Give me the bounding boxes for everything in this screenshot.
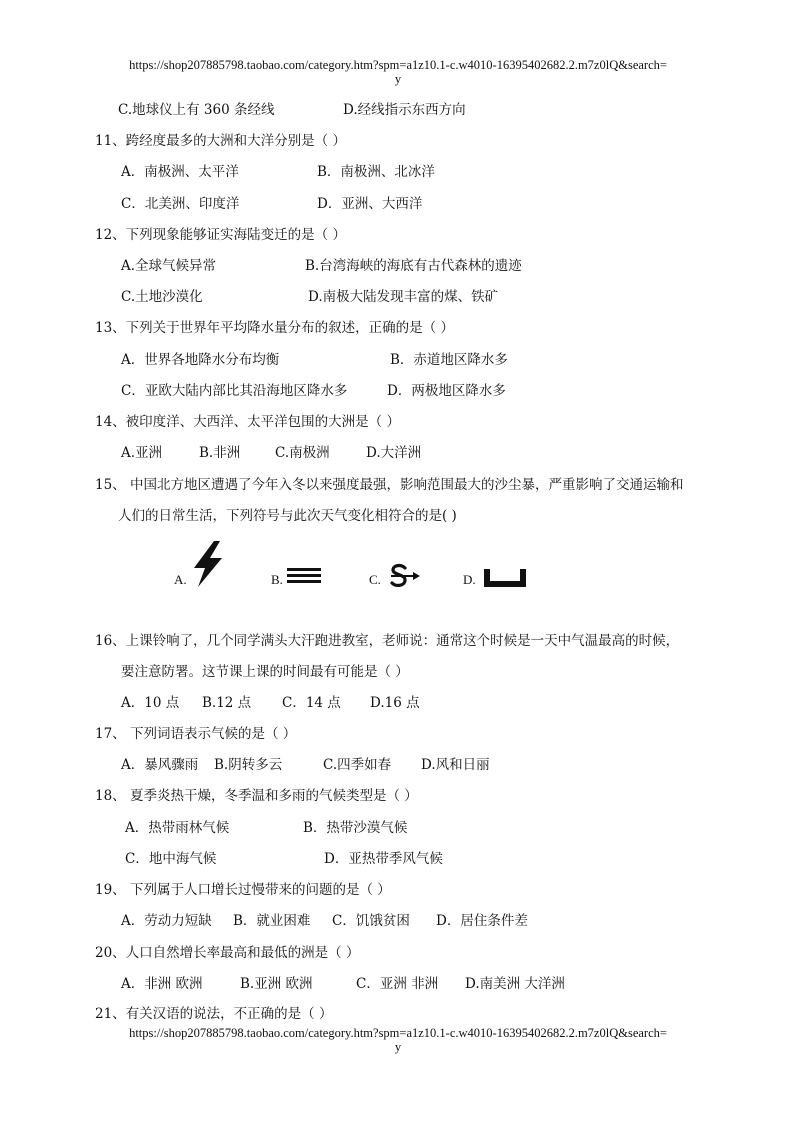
q17-option-c: C.四季如春	[323, 757, 392, 773]
q20-stem: 20、人口自然增长率最高和最低的洲是（ ）	[95, 945, 360, 961]
q20-option-a: A．非洲 欧洲	[121, 976, 203, 992]
q16-option-c: C．14 点	[282, 695, 341, 711]
q15-stem-line1: 15、 中国北方地区遭遇了今年入冬以来强度最强，影响范围最大的沙尘暴，严重影响了交通运输和	[95, 477, 684, 493]
q13-option-c: C．亚欧大陆内部比其沿海地区降水多	[121, 383, 348, 399]
q13-stem: 13、下列关于世界年平均降水量分布的叙述，正确的是（ ）	[95, 320, 454, 336]
footer-url-text: https://shop207885798.taobao.com/category.htm?spm=a1z10.1-c.w4010-16395402682.2.m7z0lQ&search=	[129, 1026, 667, 1040]
q17-option-a: A．暴风骤雨	[121, 757, 199, 773]
q20-option-c: C．亚洲 非洲	[356, 976, 439, 992]
q14-option-c: C.南极洲	[275, 445, 330, 461]
q11-option-d: D．亚洲、大西洋	[317, 196, 423, 212]
q13-option-b: B．赤道地区降水多	[390, 352, 508, 368]
q19-option-d: D．居住条件差	[436, 913, 528, 929]
q14-option-b: B.非洲	[199, 445, 241, 461]
q20-option-d: D.南美洲 大洋洲	[465, 976, 565, 992]
header-url	[96, 58, 700, 86]
q14-stem: 14、被印度洋、大西洋、太平洋包围的大洲是（ ）	[95, 414, 400, 430]
q18-option-b: B．热带沙漠气候	[303, 820, 408, 836]
q20-option-b: B.亚洲 欧洲	[240, 976, 313, 992]
q18-stem: 18、 夏季炎热干燥，冬季温和多雨的气候类型是（ ）	[95, 788, 418, 804]
q12-option-d: D.南极大陆发现丰富的煤、铁矿	[308, 289, 499, 305]
q19-stem: 19、 下列属于人口增长过慢带来的问题的是（ ）	[95, 882, 391, 898]
q16-option-d: D.16 点	[370, 695, 420, 711]
q15-option-c-label: C.	[369, 572, 381, 587]
q15-option-b-label: B.	[271, 572, 283, 587]
q14-option-d: D.大洋洲	[366, 445, 422, 461]
q10-option-d: D.经线指示东西方向	[343, 102, 466, 118]
q11-option-a: A．南极洲、太平洋	[121, 164, 239, 180]
q17-option-b: B.阴转多云	[214, 757, 283, 773]
q17-option-d: D.风和日丽	[421, 757, 490, 773]
header-url-tail: y	[394, 72, 402, 86]
q16-stem-line1: 16、上课铃响了，几个同学满头大汗跑进教室，老师说：通常这个时候是一天中气温最高的时候，	[95, 633, 680, 649]
q16-option-b: B.12 点	[202, 695, 252, 711]
q11-option-b: B．南极洲、北冰洋	[317, 164, 435, 180]
q15-option-d-label: D.	[463, 572, 476, 587]
header-url-text: https://shop207885798.taobao.com/category.htm?spm=a1z10.1-c.w4010-16395402682.2.m7z0lQ&search=	[129, 58, 667, 72]
q15-stem-line2: 人们的日常生活，下列符号与此次天气变化相符合的是( )	[118, 508, 457, 524]
haze-icon	[286, 567, 322, 585]
q17-stem: 17、 下列词语表示气候的是（ ）	[95, 726, 297, 742]
q14-option-a: A.亚洲	[121, 445, 163, 461]
q12-option-b: B.台湾海峡的海底有古代森林的遗迹	[305, 258, 522, 274]
q13-option-d: D．两极地区降水多	[387, 383, 506, 399]
q12-option-c: C.土地沙漠化	[121, 289, 203, 305]
q21-stem: 21、有关汉语的说法，不正确的是（ ）	[95, 1006, 333, 1022]
q16-stem-line2: 要注意防署。这节课上课的时间最有可能是（ ）	[121, 664, 409, 680]
q10-option-c: C.地球仪上有 360 条经线	[118, 102, 275, 118]
q19-option-a: A．劳动力短缺	[121, 913, 212, 929]
dust-icon	[482, 567, 528, 589]
q11-option-c: C．北美洲、印度洋	[121, 196, 240, 212]
q19-option-b: B．就业困难	[233, 913, 311, 929]
q19-option-c: C．饥饿贫困	[332, 913, 410, 929]
q16-option-a: A．10 点	[121, 695, 180, 711]
footer-url	[96, 1026, 700, 1054]
q18-option-a: A．热带雨林气候	[125, 820, 230, 836]
footer-url-tail: y	[394, 1040, 402, 1054]
lightning-icon	[190, 541, 228, 587]
q18-option-d: D．亚热带季风气候	[324, 851, 443, 867]
q15-option-a-label: A.	[174, 572, 187, 587]
q12-stem: 12、下列现象能够证实海陆变迁的是（ ）	[95, 227, 346, 243]
q11-stem: 11、跨经度最多的大洲和大洋分别是（ ）	[95, 133, 346, 149]
q13-option-a: A．世界各地降水分布均衡	[121, 352, 280, 368]
q12-option-a: A.全球气候异常	[121, 258, 217, 274]
sandstorm-icon	[387, 563, 421, 591]
q18-option-c: C．地中海气候	[125, 851, 217, 867]
